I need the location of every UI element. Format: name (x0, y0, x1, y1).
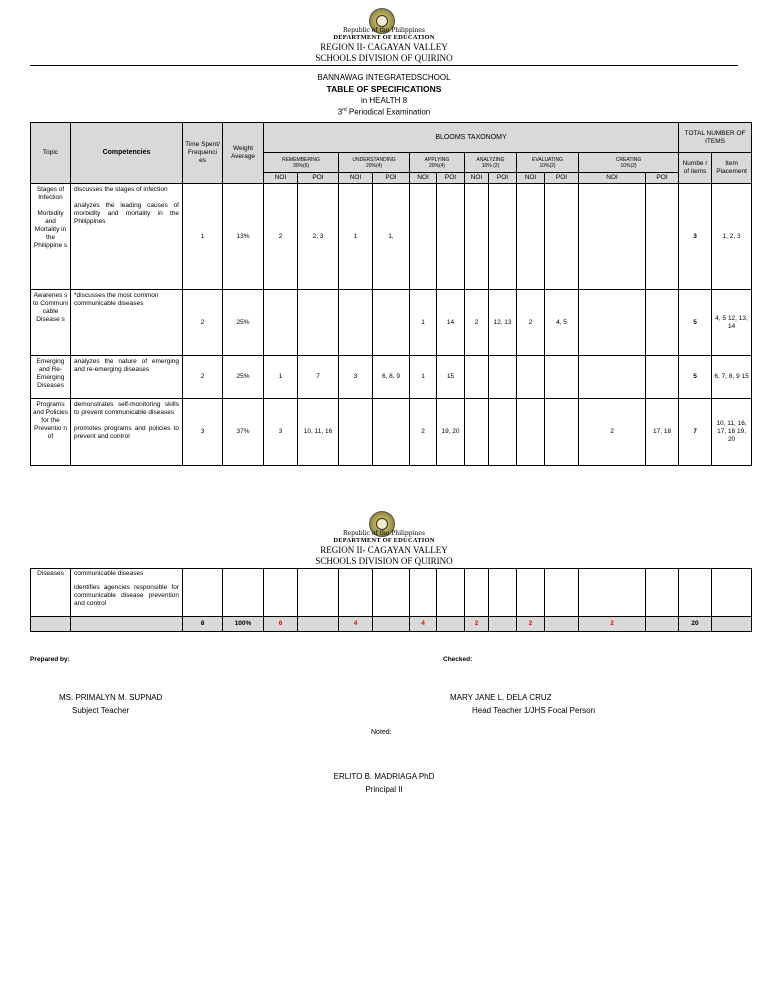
table-row (31, 399, 752, 466)
cell-eva-noi (517, 399, 545, 466)
header-noi: NOI (579, 173, 646, 184)
empty-cell (223, 569, 264, 617)
cell-rem-noi: 2 (264, 184, 298, 290)
header-poi: POI (437, 173, 465, 184)
school-name: BANNAWAG INTEGRATEDSCHOOL (317, 73, 451, 82)
division-label: SCHOOLS DIVISION OF QUIRINO (315, 556, 453, 566)
exam-text: Periodical Examination (346, 107, 431, 117)
competency-text: analyzes the leading causes of morbidity and mortality in the Philippines (74, 202, 179, 225)
document-title: TABLE OF SPECIFICATIONS (326, 84, 442, 94)
exam-number: 3 (337, 107, 343, 117)
specification-table-continued (30, 568, 752, 632)
empty-cell (712, 617, 752, 632)
competency-text: communicable diseases (74, 570, 144, 577)
empty-cell (264, 569, 298, 617)
header-noi: NOI (410, 173, 437, 184)
header-number-items: Numbe r of items (679, 153, 712, 184)
header-total: TOTAL NUMBER OF ITEMS (679, 123, 752, 153)
cell-eva-poi (545, 356, 579, 399)
total-understanding: 4 (339, 617, 373, 632)
cell-und-poi: 6, 8, 9 (373, 356, 410, 399)
competency-text: promotes programs and policies to prevent and control (74, 425, 179, 440)
header-poi: POI (373, 173, 410, 184)
header-divider (30, 65, 738, 66)
empty-cell (465, 569, 489, 617)
competency-cell (71, 290, 183, 356)
empty-cell (437, 617, 465, 632)
empty-cell (712, 569, 752, 617)
level-pct: 20%(4) (365, 162, 383, 169)
cell-eva-poi: 4, 5 (545, 290, 579, 356)
cell-und-poi (373, 290, 410, 356)
preparer-title: Subject Teacher (72, 706, 130, 715)
empty-cell (339, 569, 373, 617)
cell-ana-poi (489, 356, 517, 399)
level-remembering (264, 153, 339, 173)
level-creating (579, 153, 679, 173)
empty-cell (489, 617, 517, 632)
empty-cell (646, 569, 679, 617)
cell-rem-poi: 10, 11, 16 (298, 399, 339, 466)
header-competencies: Competencies (71, 123, 183, 184)
republic-label: Republic of the Philippines (343, 27, 425, 34)
cell-rem-noi: 1 (264, 356, 298, 399)
level-applying (410, 153, 465, 173)
total-time: 8 (183, 617, 223, 632)
empty-cell (579, 569, 646, 617)
weight-cell: 25% (223, 290, 264, 356)
topic-cell: Awarenes s to Communi cable Disease s (31, 290, 71, 356)
cell-cre-noi: 2 (579, 399, 646, 466)
level-analyzing (465, 153, 517, 173)
time-cell: 1 (183, 184, 223, 290)
topic-cell: Diseases (31, 569, 71, 617)
empty-cell (679, 569, 712, 617)
cell-item-placement: 1, 2, 3 (712, 184, 752, 290)
cell-eva-noi (517, 184, 545, 290)
division-label: SCHOOLS DIVISION OF QUIRINO (315, 53, 453, 63)
cell-cre-poi (646, 290, 679, 356)
region-label: REGION II- CAGAYAN VALLEY (320, 42, 448, 52)
competency-text: demonstrates self-monitoring skills to prevent communicable diseases (74, 401, 179, 416)
header-poi: POI (298, 173, 339, 184)
cell-rem-poi: 7 (298, 356, 339, 399)
time-cell: 2 (183, 290, 223, 356)
cell-app-noi: 2 (410, 399, 437, 466)
competency-text: discusses the stages of infection (74, 186, 168, 193)
cell-cre-poi (646, 184, 679, 290)
cell-und-noi (339, 399, 373, 466)
cell-und-noi: 1 (339, 184, 373, 290)
total-remembering: 6 (264, 617, 298, 632)
total-weight: 100% (223, 617, 264, 632)
competency-cell (71, 399, 183, 466)
noter-name: ERLITO B. MADRIAGA PhD (333, 772, 435, 781)
competency-text: *discusses the most common communicable diseases (74, 292, 159, 307)
header-weight: Weight Average (223, 123, 264, 184)
cell-cre-poi (646, 356, 679, 399)
cell-rem-poi (298, 290, 339, 356)
cell-und-poi: 1, (373, 184, 410, 290)
cell-eva-noi (517, 356, 545, 399)
cell-cre-noi (579, 290, 646, 356)
weight-cell: 25% (223, 356, 264, 399)
time-cell: 2 (183, 356, 223, 399)
level-name: CREATING (615, 156, 642, 163)
header-blooms: BLOOMS TAXONOMY (264, 123, 679, 153)
subject-label: in HEALTH 8 (360, 96, 408, 105)
cell-app-noi: 1 (410, 356, 437, 399)
checker-title: Head Teacher 1/JHS Focal Person (472, 706, 596, 715)
empty-cell (298, 569, 339, 617)
empty-cell (545, 617, 579, 632)
cell-und-poi (373, 399, 410, 466)
cell-app-poi: 15 (437, 356, 465, 399)
level-name: EVALUATING (532, 156, 563, 163)
cell-rem-noi: 3 (264, 399, 298, 466)
level-pct: 20%(4) (428, 162, 446, 169)
cell-ana-noi (465, 356, 489, 399)
competency-text: analyzes the nature of emerging and re-emerging diseases (74, 358, 179, 373)
empty-cell (646, 617, 679, 632)
department-label: DEPARTMENT OF EDUCATION (333, 537, 435, 544)
level-understanding (339, 153, 410, 173)
topic-cell: Stages of Infection Morbidity and Mortality in the Philippine s (31, 184, 71, 290)
cell-number-items: 7 (679, 399, 712, 466)
empty-cell (437, 569, 465, 617)
checker-name: MARY JANE L. DELA CRUZ (450, 693, 552, 702)
cell-eva-noi: 2 (517, 290, 545, 356)
header-noi: NOI (339, 173, 373, 184)
table-row (31, 356, 752, 399)
level-name: REMEMBERING (282, 156, 320, 163)
cell-ana-noi: 2 (465, 290, 489, 356)
weight-cell: 13% (223, 184, 264, 290)
cell-eva-poi (545, 184, 579, 290)
level-name: APPLYING (424, 156, 450, 163)
header-time: Time Spent/ Frequenci es (183, 123, 223, 184)
cell-ana-noi (465, 184, 489, 290)
total-items: 20 (679, 617, 712, 632)
region-label: REGION II- CAGAYAN VALLEY (320, 545, 448, 555)
empty-cell (298, 617, 339, 632)
cell-ana-poi (489, 399, 517, 466)
empty-cell (31, 617, 71, 632)
header-poi: POI (646, 173, 679, 184)
exam-label (234, 107, 534, 117)
competency-cell (71, 569, 183, 617)
empty-cell (517, 569, 545, 617)
empty-cell (373, 617, 410, 632)
header-topic: Topic (31, 123, 71, 184)
cell-cre-poi: 17, 18 (646, 399, 679, 466)
header-noi: NOI (465, 173, 489, 184)
table-row (31, 569, 752, 617)
cell-rem-noi (264, 290, 298, 356)
cell-item-placement: 6, 7, 8, 9 15 (712, 356, 752, 399)
cell-eva-poi (545, 399, 579, 466)
table-row (31, 184, 752, 290)
cell-ana-poi (489, 184, 517, 290)
prepared-by-label: Prepared by: (30, 656, 70, 663)
cell-app-noi (410, 184, 437, 290)
cell-ana-noi (465, 399, 489, 466)
department-label: DEPARTMENT OF EDUCATION (333, 34, 435, 41)
level-evaluating (517, 153, 579, 173)
competency-text: identifies agencies responsible for communicable disease prevention and control (74, 584, 179, 607)
empty-cell (545, 569, 579, 617)
topic-cell: Programs and Policies for the Preventio n of (31, 399, 71, 466)
total-applying: 4 (410, 617, 437, 632)
level-pct: 30%(6) (292, 162, 310, 169)
cell-app-poi (437, 184, 465, 290)
level-pct: 10%(2) (539, 162, 556, 169)
total-analyzing: 2 (465, 617, 489, 632)
level-name: ANALYZING (476, 156, 505, 163)
header-item-placement: Item Placement (712, 153, 752, 184)
cell-cre-noi (579, 356, 646, 399)
level-name: UNDERSTANDING (352, 156, 396, 163)
specification-table (30, 122, 752, 466)
header-poi: POI (489, 173, 517, 184)
cell-und-noi (339, 290, 373, 356)
empty-cell (71, 617, 183, 632)
total-creating: 2 (579, 617, 646, 632)
cell-item-placement: 4, 5 12, 13, 14 (712, 290, 752, 356)
cell-und-noi: 3 (339, 356, 373, 399)
republic-label: Republic of the Philippines (343, 530, 425, 537)
noted-label: Noted: (371, 729, 392, 736)
preparer-name: MS. PRIMALYN M. SUPNAD (59, 693, 163, 702)
cell-app-noi: 1 (410, 290, 437, 356)
cell-number-items: 5 (679, 356, 712, 399)
table-row (31, 290, 752, 356)
weight-cell: 37% (223, 399, 264, 466)
competency-cell (71, 356, 183, 399)
time-cell: 3 (183, 399, 223, 466)
cell-cre-noi (579, 184, 646, 290)
checked-label: Checked: (443, 656, 473, 663)
header-poi: POI (545, 173, 579, 184)
level-pct: 10% (2) (481, 162, 500, 169)
cell-rem-poi: 2, 3 (298, 184, 339, 290)
header-noi: NOI (517, 173, 545, 184)
total-evaluating: 2 (517, 617, 545, 632)
empty-cell (183, 569, 223, 617)
noter-title: Principal II (365, 785, 403, 794)
exam-ordinal: rd (342, 107, 347, 113)
level-pct: 10%(2) (620, 162, 637, 169)
cell-number-items: 5 (679, 290, 712, 356)
cell-app-poi: 19, 20 (437, 399, 465, 466)
empty-cell (410, 569, 437, 617)
topic-cell: Emerging and Re-Emerging Diseases (31, 356, 71, 399)
cell-ana-poi: 12, 13 (489, 290, 517, 356)
header-noi: NOI (264, 173, 298, 184)
cell-app-poi: 14 (437, 290, 465, 356)
empty-cell (373, 569, 410, 617)
totals-row (31, 617, 752, 632)
competency-cell (71, 184, 183, 290)
cell-item-placement: 10, 11, 16, 17, 18 19, 20 (712, 399, 752, 466)
empty-cell (489, 569, 517, 617)
cell-number-items: 3 (679, 184, 712, 290)
